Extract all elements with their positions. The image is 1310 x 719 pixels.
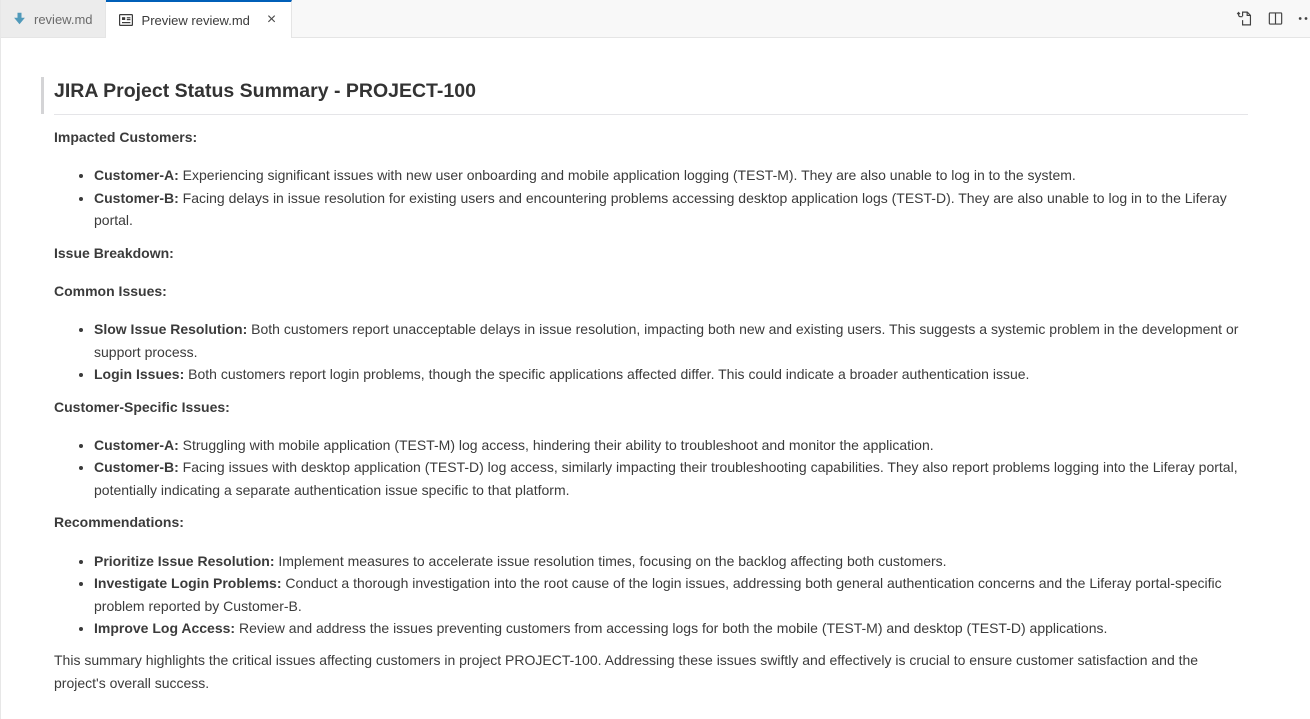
- tab-review-md[interactable]: [1, 0, 106, 37]
- active-line-marker: [41, 77, 44, 114]
- bullet-list: [54, 550, 1248, 640]
- section-heading-recommendations: Recommendations:: [54, 514, 184, 531]
- bullet-list: [54, 164, 1248, 231]
- show-source-icon[interactable]: [1233, 8, 1255, 30]
- markdown-preview-icon: [118, 12, 134, 28]
- list-item: • Customer-B: Facing issues with desktop application (TEST-D) log access, similarly impacting their troubleshooting capabilities. They also report problems logging into the Liferay portal, potentially indicating a separate authentication issue specific to that platform.: [94, 456, 1248, 501]
- page-title: JIRA Project Status Summary - PROJECT-100: [54, 77, 1248, 115]
- list-item: • Customer-A: Struggling with mobile application (TEST-M) log access, hindering their ability to troubleshoot and monitor the application.: [94, 434, 1248, 456]
- closing-paragraph: This summary highlights the critical issues affecting customers in project PROJECT-100. Addressing these issues swiftly and effectively is crucial to ensure customer satisfaction and the project's overall success.: [54, 652, 1199, 691]
- list-item: • Prioritize Issue Resolution: Implement measures to accelerate issue resolution times, focusing on the backlog affecting both customers.: [94, 550, 1248, 572]
- section-heading-customer-specific-issues: Customer-Specific Issues:: [54, 398, 230, 415]
- markdown-file-icon: [13, 12, 26, 25]
- split-editor-icon[interactable]: [1264, 8, 1286, 30]
- list-item: • Customer-A: Experiencing significant issues with new user onboarding and mobile application logging (TEST-M). They are also unable to log in to the system.: [94, 164, 1248, 186]
- tab-preview-review-md[interactable]: [106, 0, 293, 38]
- list-item: • Customer-B: Facing delays in issue resolution for existing users and encountering problems accessing desktop application logs (TEST-D). They are also unable to log in to the Liferay portal.: [94, 187, 1248, 232]
- section-heading-issue-breakdown: Issue Breakdown:: [54, 244, 174, 261]
- markdown-preview-pane[interactable]: [1, 38, 1310, 719]
- tab-label: review.md: [34, 11, 93, 27]
- list-item: • Slow Issue Resolution: Both customers report unacceptable delays in issue resolution, impacting both new and existing users. This suggests a systemic problem in the development or support process.: [94, 318, 1248, 363]
- more-actions-icon[interactable]: [1295, 8, 1310, 30]
- markdown-body: [1, 77, 1310, 719]
- bullet-list: [54, 434, 1248, 501]
- section-heading-impacted-customers: Impacted Customers:: [54, 129, 198, 145]
- editor-actions: [1225, 0, 1310, 37]
- bullet-list: [54, 318, 1248, 385]
- close-icon[interactable]: ×: [266, 11, 277, 28]
- list-item: • Improve Log Access: Review and address the issues preventing customers from accessing logs for both the mobile (TEST-M) and desktop (TEST-D) applications.: [94, 617, 1248, 639]
- editor-tab-bar: [1, 0, 1310, 38]
- section-heading-common-issues: Common Issues:: [54, 283, 167, 300]
- list-item: • Login Issues: Both customers report login problems, though the specific applications affected differ. This could indicate a broader authentication issue.: [94, 363, 1248, 385]
- tab-label: Preview review.md: [141, 13, 250, 28]
- list-item: • Investigate Login Problems: Conduct a thorough investigation into the root cause of the login issues, addressing both general authentication concerns and the Liferay portal-specific problem reported by Customer-B.: [94, 572, 1248, 617]
